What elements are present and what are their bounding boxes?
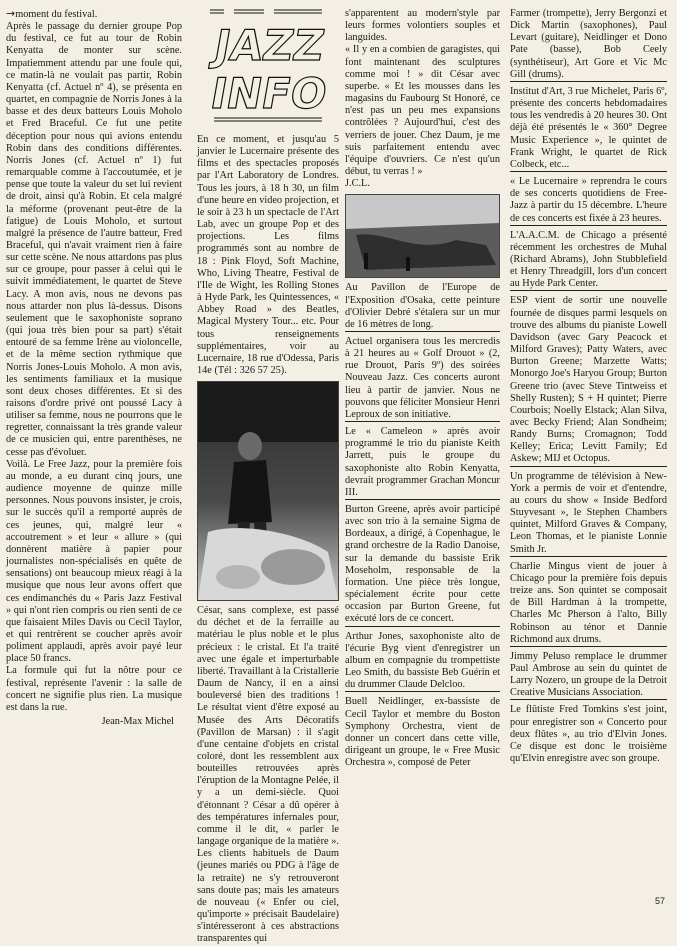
news-item-burton-greene: Burton Greene, après avoir participé avec son trio à la semaine Sigma de Bordeaux, a dirigé, à Copenhague, le grand orchestre de la Radio Danoise, sur la demande du bassiste Erik Moseholm, responsable de la formation. Une pièce très longue, spécialement écrite pour cette occasion par Burton Greene, fut exécuté lors de ce concert. <box>345 499 500 626</box>
arrow-icon: → <box>6 7 16 20</box>
column-1 <box>6 8 182 902</box>
col1-paragraph-4: La formule qui fut la nôtre pour ce festival, représente l'avenir : la salle de concert ne signifie plus rien. La musique est dans la rue. <box>6 665 182 713</box>
cesar-photo <box>197 381 339 601</box>
news-item-tomkins: Le flûtiste Fred Tomkins s'est joint, pour enregistrer son « Concerto pour deux flûtes », au trio d'Elvin Jones. Ce disque est donc le troisième qu'Elvin enregistre avec son groupe. <box>510 699 667 765</box>
osaka-painting-photo <box>345 194 500 278</box>
column-3 <box>345 8 500 902</box>
news-item-cameleon: Le « Cameleon » après avoir programmé le trio du pianiste Keith Jarrett, puis le groupe du saxophoniste alto Robin Kenyatta, devrait programmer Grachan Moncur III. <box>345 421 500 499</box>
lucernaire-intro: En ce moment, et jusqu'au 5 janvier le Lucernaire présente des films et des spectacles proposés par l'Art Laboratory de Londres. Tous les jours, à 18 h 30, un film d'une heure en video projection, et le soir à 23 h un spectacle de l'Art Lab, avec un groupe Pop et des projections. Les films programmés sont au nombre de 18 : Pink Floyd, Soft Machine, Who, Living Theatre, Festival de l'Ile de Wight, les Rolling Stones à Hyde Park, les Quintessences, « Abbey Road » des Beatles, Magical Mystery Tour... etc. Pour tous renseignements supplémentaires, voir au Lucernaire, 18 rue d'Odessa, Paris 14e (Tél : 326 57 25). <box>197 134 339 376</box>
jazz-info-logo <box>204 8 332 128</box>
cesar-quote: « Il y en a combien de garagistes, qui font maintenant des sculptures comme moi ! » dit César avec superbe. « Et les mousses dans les magasins du Faubourg St Honoré, ce n'est pas un peu mes expansions contrôlées ? Aujourd'hui, c'est des verriers de jouer. Chez Daum, je me suis parfaitement entendu avec l'équipe d'ouvriers. Ce n'est qu'un début, tu verras ! » <box>345 44 500 178</box>
page-number: 57 <box>654 896 665 906</box>
news-item-buell-neidlinger: Buell Neidlinger, ex-bassiste de Cecil Taylor et membre du Boston Symphony Orchestra, vient de donner un concert dans cette ville, dirigeant un groupe, le « Free Music Orchestra », composé de Peter <box>345 691 500 769</box>
cesar-signature: J.C.L. <box>345 178 370 190</box>
column-4 <box>510 8 667 902</box>
osaka-caption: Au Pavillon de l'Europe de l'Exposition d'Osaka, cette peinture d'Olivier Debré s'étalera sur un mur de 16 mètres de long. <box>345 282 500 330</box>
col1-paragraph-2: Après le passage du dernier groupe Pop du festival, ce fut au tour de Robin Kenyatta de monter sur scène. Impatiemment attendu par une foule qui, ce matin-là ne voulait pas partir, Robin Kenyatta (cf. Actuel nº 4), se présenta en quartet, en compagnie de Norris Jones à la basse et des deux batteurs Louis Moholo et Fred Braceful. Ce fut une petite déception pour nous qui avions entendu Robin dans des conditions différentes. Norris Jones (cf. Actuel nº 1) fut remarquable comme à l'accoutumée, et je pense que toute la valeur du set lui revient de droit, ainsi qu'à Robin. Et cela malgré la méforme (provenant peut-être de la fatigue) de Louis Moholo, et surtout malgré la présence de l'autre batteur, Fred Braceful, qui n'avait vraiment rien à faire sur cette scène. Ne nous attardons pas plus sur ce groupe, pour passer à celui qui le suivit immédiatement, le quartet de Steve Lacy. A mon avis, nous ne devons pas nous attarder non plus là-dessus. Disons seulement que le saxophoniste soprano (qui joua très bien pour sa part) s'était entouré de sa femme Irène au violoncelle, et de la même section rythmique que Norris Jones-Louis Moholo. A mon avis, les sentiments familiaux et la musique sont deux choses différentes. Et si des raisons d'ordre privé ont poussé Lacy à utiliser sa femme, nous ne pourrons que le regretter, connaissant la très grande valeur de ce musicien qui, entre parenthèses, ne cesse pas d'évoluer. <box>6 21 182 458</box>
logo-top-word: JAZZ <box>210 21 329 70</box>
news-item-orchestra-members: Farmer (trompette), Jerry Bergonzi et Dick Martin (saxophones), Paul Levart (guitare), Neidlinger et Dono Pate (basse), Bob Ceely (synthétiseur), Art Gore et Vic Mc Gill (drums). <box>510 8 667 80</box>
cesar-continuation: s'apparentent au modern'style par leurs formes volontiers souples et languides. <box>345 8 500 44</box>
news-item-arthur-jones: Arthur Jones, saxophoniste alto de l'écurie Byg vient d'enregistrer un album en compagnie du trompettiste Leo Smith, du bassiste Beb Guérin et du drummer Claude Delcloo. <box>345 626 500 692</box>
news-item-mingus: Charlie Mingus vient de jouer à Chicago pour la première fois depuis treize ans. Son quintet se composait de Bill Hardman à la trompette, Charles Mc Pherson à l'alto, Billy Robinson au ténor et Dannie Richmond aux drums. <box>510 556 667 646</box>
col1-paragraph-3: Voilà. Le Free Jazz, pour la première fois au monde, a eu durant cinq jours, une audience moyenne de quinze mille personnes. Nous pouvons insister, je crois, sur le succès qu'il a remporté auprès de ces jeunes, qui, malgré leur « accoutrement » et leur « allure » (qui donnèrent matière à papier pour journalistes non-spécialisés en quête de sensations) ont beaucoup mieux réagi à la musique que nous leur avons offert que ces endimanchés du « Paris Jazz Festival » qui n'ont rien compris ou rien senti de ce que faisaient Miles Davis ou Cecil Taylor, et qui rentrèrent se coucher après avoir poliment applaudi, après avoir payé leur place 50 francs. <box>6 458 182 665</box>
cesar-caption: César, sans complexe, est passé du déchet et de la ferraille au matériau le plus noble et le plus précieux : le cristal. Et l'a traité avec une égale et imperturbable liberté. Travaillant à la Cristallerie Daum de Nancy, il en a ainsi bouleversé bien des traditions ! Le résultat vient d'être exposé au Musée des Arts Décoratifs (Pavillon de Marsan) : il s'agit d'une centaine d'objets en cristal coloré, dont les ressemblent aux bouteilles retrouvées après l'éruption de la Montagne Pelée, il y a un demi-siècle. Quoi d'étonnant ? César a dû opérer à des températures infernales pour, comme il le dit, « parler le langage organique de la matière ». Les clients habituels de Daum (jeunes mariés ou PDG à l'âge de la retraite) ne s'y retrouveront sans doute pas; mais les amateurs de nouveau (« Enfer ou ciel, qu'importe » précisait Baudelaire) s'intéresseront à ces abstractions transparentes qui <box>197 605 339 945</box>
news-item-aacm: L'A.A.C.M. de Chicago a présenté récemment les orchestres de Muhal (Richard Abrams), John Stubblefield et Henry Threadgill, lors d'un concert au Hyde Park Center. <box>510 225 667 291</box>
news-item-institut-art: Institut d'Art, 3 rue Michelet, Paris 6º, présente des concerts hebdomadaires tous les vendredis à 20 heures 30. Ont déjà été présentés le « 360° Degree Music Experience », le quintet de Frank Wright, le quartet de Rick Colbeck, etc... <box>510 81 667 171</box>
news-item-esp: ESP vient de sortir une nouvelle fournée de disques parmi lesquels on trouve des albums du pianiste Lowell Davidson (avec Gary Peacock et Milford Graves); Patty Waters, avec Burton Greene; Marzette Watts; Monorgo Joe's Haryou Group; Burton Greene trio (avec Steve Tintweiss et Shelly Rusten); S + H quintet; Pierre Courbois; Noelly Elstack; Alan Silva, avec Becky Friend; Alan Sondheim; Randy Burns; Cromagnon; Todd Kelley; Erica; Levitt Family; Ed Askew; MIJ et Octopus. <box>510 290 667 465</box>
news-item-lucernaire: « Le Lucernaire » reprendra le cours de ses concerts quotidiens de Free-Jazz à partir du 15 décembre. L'heure de ces concerts est fixée à 23 heures. <box>510 171 667 225</box>
news-item-golf-drouot: Actuel organisera tous les mercredis à 21 heures au « Golf Drouot » (2, rue Drouot, Paris 9º) des soirées Nouveau Jazz. Ces concerts auront lieu à partir de janvier. Nous ne pouvons que féliciter Monsieur Henri Leproux de son initiative. <box>345 331 500 421</box>
news-item-tv-new-york: Un programme de télévision à New-York a permis de voir et d'entendre, au cours du show « Inside Bedford Stuyvesant », le Stephen Chambers quintet, Milford Graves & Company, Leon Thomas, et le pianiste Lonnie Smith Jr. <box>510 466 667 556</box>
col1-paragraph-1: →moment du festival. <box>6 7 98 20</box>
logo-bottom-word: INFO <box>207 69 331 118</box>
news-item-peluso: Jimmy Peluso remplace le drummer Paul Ambrose au sein du quintet de Larry Nozero, un groupe de la Detroit Creative Musicians Association. <box>510 646 667 700</box>
col1-signature: Jean-Max Michel <box>101 716 174 728</box>
column-2 <box>197 8 339 945</box>
